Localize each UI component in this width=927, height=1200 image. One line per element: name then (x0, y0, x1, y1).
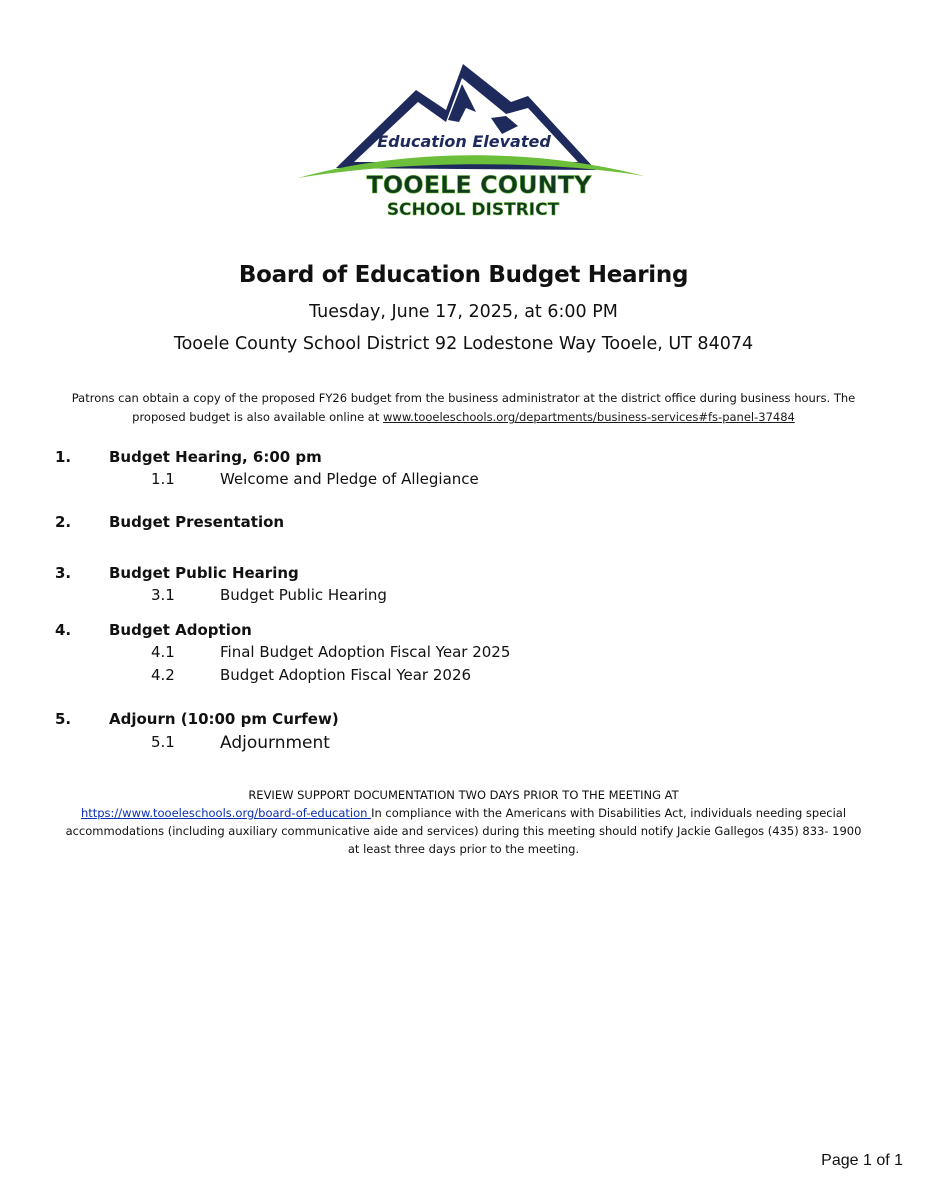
agenda-subitem-number: 4.1 (151, 643, 175, 661)
agenda-item-title: Budget Adoption (109, 621, 252, 639)
district-logo (296, 60, 646, 220)
agenda-subitem-text: Welcome and Pledge of Allegiance (220, 470, 479, 488)
agenda-item-title: Budget Hearing, 6:00 pm (109, 448, 322, 466)
logo-tagline: Education Elevated (377, 132, 551, 151)
agenda-item-4 (0, 621, 927, 643)
agenda-item-title: Budget Presentation (109, 513, 285, 531)
agenda-subitem-1-1 (0, 470, 927, 492)
agenda-item-number: 4. (55, 621, 72, 639)
agenda-subitem-text: Budget Adoption Fiscal Year 2026 (220, 666, 472, 684)
board-link[interactable]: https://www.tooeleschools.org/board-of-education (80, 806, 372, 820)
agenda-subitem-number: 5.1 (151, 733, 175, 751)
page-title: Board of Education Budget Hearing (238, 262, 689, 288)
footer-ada-text: In compliance with the Americans with Disabilities Act, individuals needing special accommodations (including auxiliary communicative aide and services) during this meeting should notify Jackie Gallegos (435) 833- 1900 at least three days prior to the meeting. (65, 806, 862, 856)
agenda-item-1 (0, 448, 927, 470)
footer-body (60, 804, 867, 858)
agenda-item-5 (0, 710, 927, 732)
agenda-subitem-text: Final Budget Adoption Fiscal Year 2025 (220, 643, 511, 661)
agenda-subitem-text: Adjournment (220, 733, 330, 753)
agenda-subitem-text: Budget Public Hearing (220, 586, 387, 604)
logo-line2: SCHOOL DISTRICT (386, 200, 560, 220)
meeting-date: Tuesday, June 17, 2025, at 6:00 PM (309, 302, 618, 322)
agenda-subitem-4-2 (0, 666, 927, 688)
agenda-item-number: 5. (55, 710, 72, 728)
footer-review-line: REVIEW SUPPORT DOCUMENTATION TWO DAYS PRIOR TO THE MEETING AT (248, 788, 679, 802)
agenda-subitem-5-1 (0, 733, 927, 755)
agenda-item-number: 3. (55, 564, 72, 582)
logo-line1: TOOELE COUNTY (366, 171, 592, 199)
agenda-subitem-4-1 (0, 643, 927, 665)
budget-link[interactable]: www.tooeleschools.org/departments/business-services#fs-panel-37484 (383, 410, 795, 424)
agenda-subitem-number: 1.1 (151, 470, 175, 488)
budget-notice (70, 389, 857, 427)
agenda-subitem-number: 4.2 (151, 666, 175, 684)
agenda-item-title: Budget Public Hearing (109, 564, 299, 582)
agenda-item-2 (0, 513, 927, 535)
agenda-subitem-3-1 (0, 586, 927, 608)
budget-notice-text: Patrons can obtain a copy of the proposed FY26 budget from the business administrator at the district office during business hours. The proposed budget is also available online at (71, 391, 856, 424)
mountain-logo-icon (296, 60, 646, 220)
agenda-item-3 (0, 564, 927, 586)
agenda-item-number: 1. (55, 448, 72, 466)
agenda-item-number: 2. (55, 513, 72, 531)
agenda-item-title: Adjourn (10:00 pm Curfew) (109, 710, 339, 728)
meeting-location: Tooele County School District 92 Lodestone Way Tooele, UT 84074 (173, 334, 754, 354)
footer-notice (60, 786, 867, 858)
agenda-subitem-number: 3.1 (151, 586, 175, 604)
page-number: Page 1 of 1 (821, 1152, 903, 1169)
